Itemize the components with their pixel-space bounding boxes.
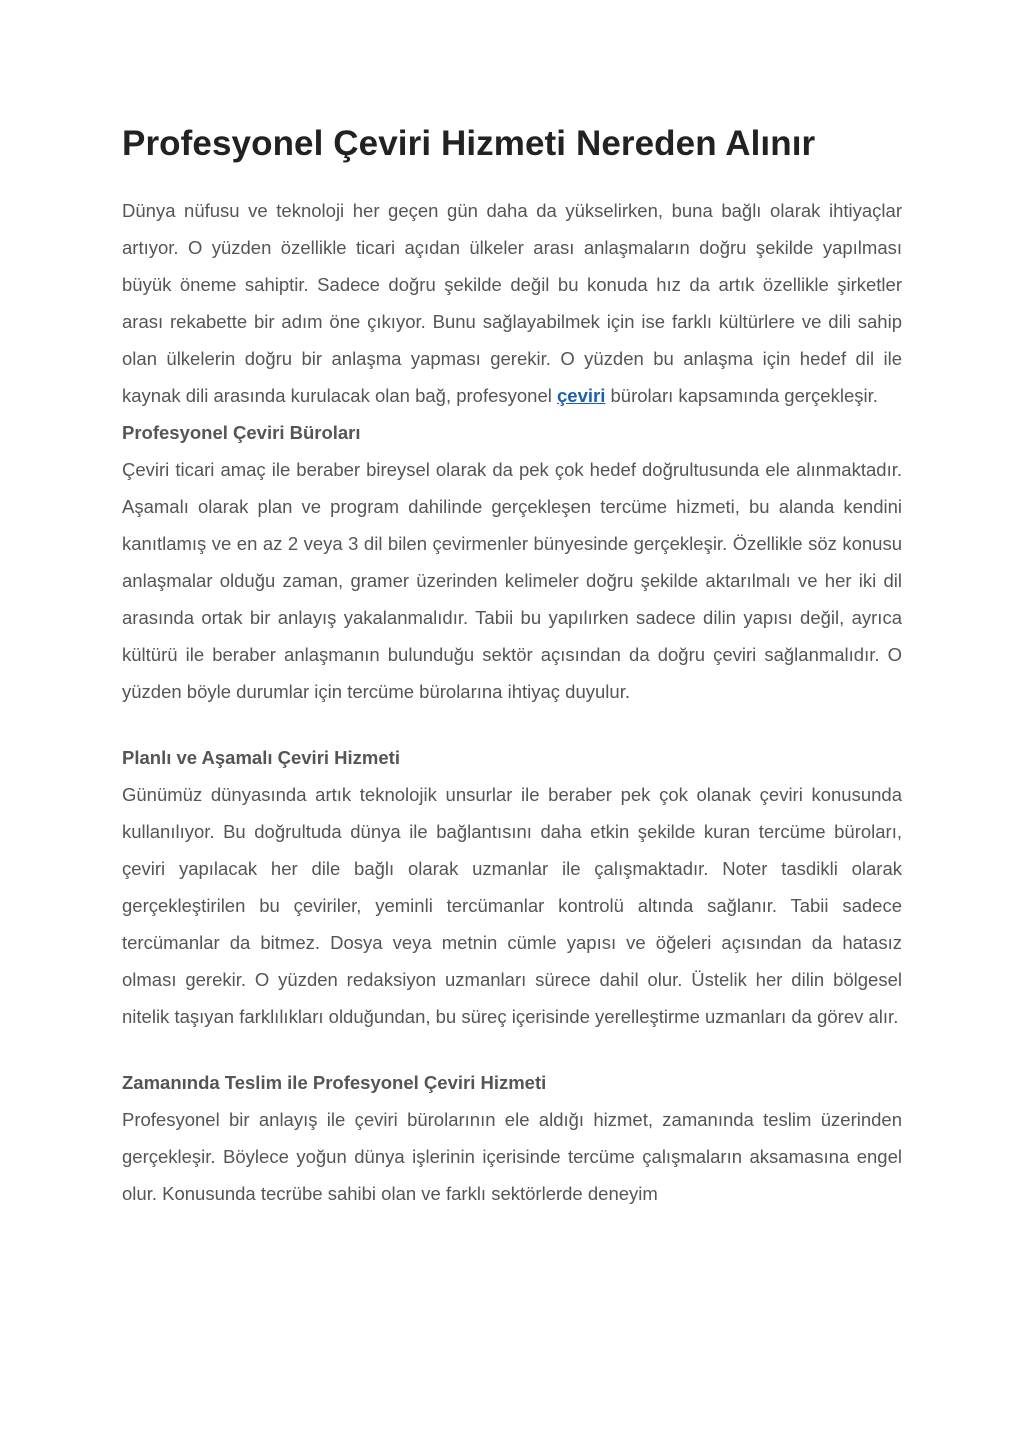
intro-paragraph [122,192,902,414]
intro-text-after: büroları kapsamında gerçekleşir. [605,385,878,406]
section-heading-planli: Planlı ve Aşamalı Çeviri Hizmeti [122,747,400,768]
section-heading-burolar: Profesyonel Çeviri Büroları [122,422,361,443]
ceviri-link[interactable]: çeviri [557,385,606,406]
document-page [122,120,902,1212]
section-heading-zamaninda: Zamanında Teslim ile Profesyonel Çeviri Hizmeti [122,1072,547,1093]
intro-text-before: Dünya nüfusu ve teknoloji her geçen gün daha da yükselirken, buna bağlı olarak ihtiyaçlar artıyor. O yüzden özellikle ticari açıdan ülkeler arası anlaşmaların doğru şekilde yapılması büyük öneme sahiptir. Sadece doğru şekilde değil bu konuda hız da artık özellikle şirketler arası rekabette bir adım öne çıkıyor. Bunu sağlayabilmek için ise farklı kültürlere ve dili sahip olan ülkelerin doğru bir anlaşma yapması gerekir. O yüzden bu anlaşma için hedef dil ile kaynak dili arasında kurulacak olan bağ, profesyonel [122,200,902,406]
section-body-burolar: Çeviri ticari amaç ile beraber bireysel olarak da pek çok hedef doğrultusunda ele alınmaktadır. Aşamalı olarak plan ve program dahilinde gerçekleşen tercüme hizmeti, bu alanda kendini kanıtlamış ve en az 2 veya 3 dil bilen çevirmenler bünyesinde gerçekleşir. Özellikle söz konusu anlaşmalar olduğu zaman, gramer üzerinden kelimeler doğru şekilde aktarılmalı ve her iki dil arasında ortak bir anlayış yakalanmalıdır. Tabii bu yapılırken sadece dilin yapısı değil, ayrıca kültürü ile beraber anlaşmanın bulunduğu sektör açısından da doğru çeviri sağlanmalıdır. O yüzden böyle durumlar için tercüme bürolarına ihtiyaç duyulur. [122,459,902,702]
document-title: Profesyonel Çeviri Hizmeti Nereden Alınır [122,124,816,163]
section-body-zamaninda: Profesyonel bir anlayış ile çeviri bürolarının ele aldığı hizmet, zamanında teslim üzerinden gerçekleşir. Böylece yoğun dünya işlerinin içerisinde tercüme çalışmaların aksamasına engel olur. Konusunda tecrübe sahibi olan ve farklı sektörlerde deneyim [122,1109,902,1204]
section-body-planli: Günümüz dünyasında artık teknolojik unsurlar ile beraber pek çok olanak çeviri konusunda kullanılıyor. Bu doğrultuda dünya ile bağlantısını daha etkin şekilde kuran tercüme büroları, çeviri yapılacak her dile bağlı olarak uzmanlar ile çalışmaktadır. Noter tasdikli olarak gerçekleştirilen bu çeviriler, yeminli tercümanlar kontrolü altında sağlanır. Tabii sadece tercümanlar da bitmez. Dosya veya metnin cümle yapısı ve öğeleri açısından da hatasız olması gerekir. O yüzden redaksiyon uzmanları sürece dahil olur. Üstelik her dilin bölgesel nitelik taşıyan farklılıkları olduğundan, bu süreç içerisinde yerelleştirme uzmanları da görev alır. [122,784,902,1027]
